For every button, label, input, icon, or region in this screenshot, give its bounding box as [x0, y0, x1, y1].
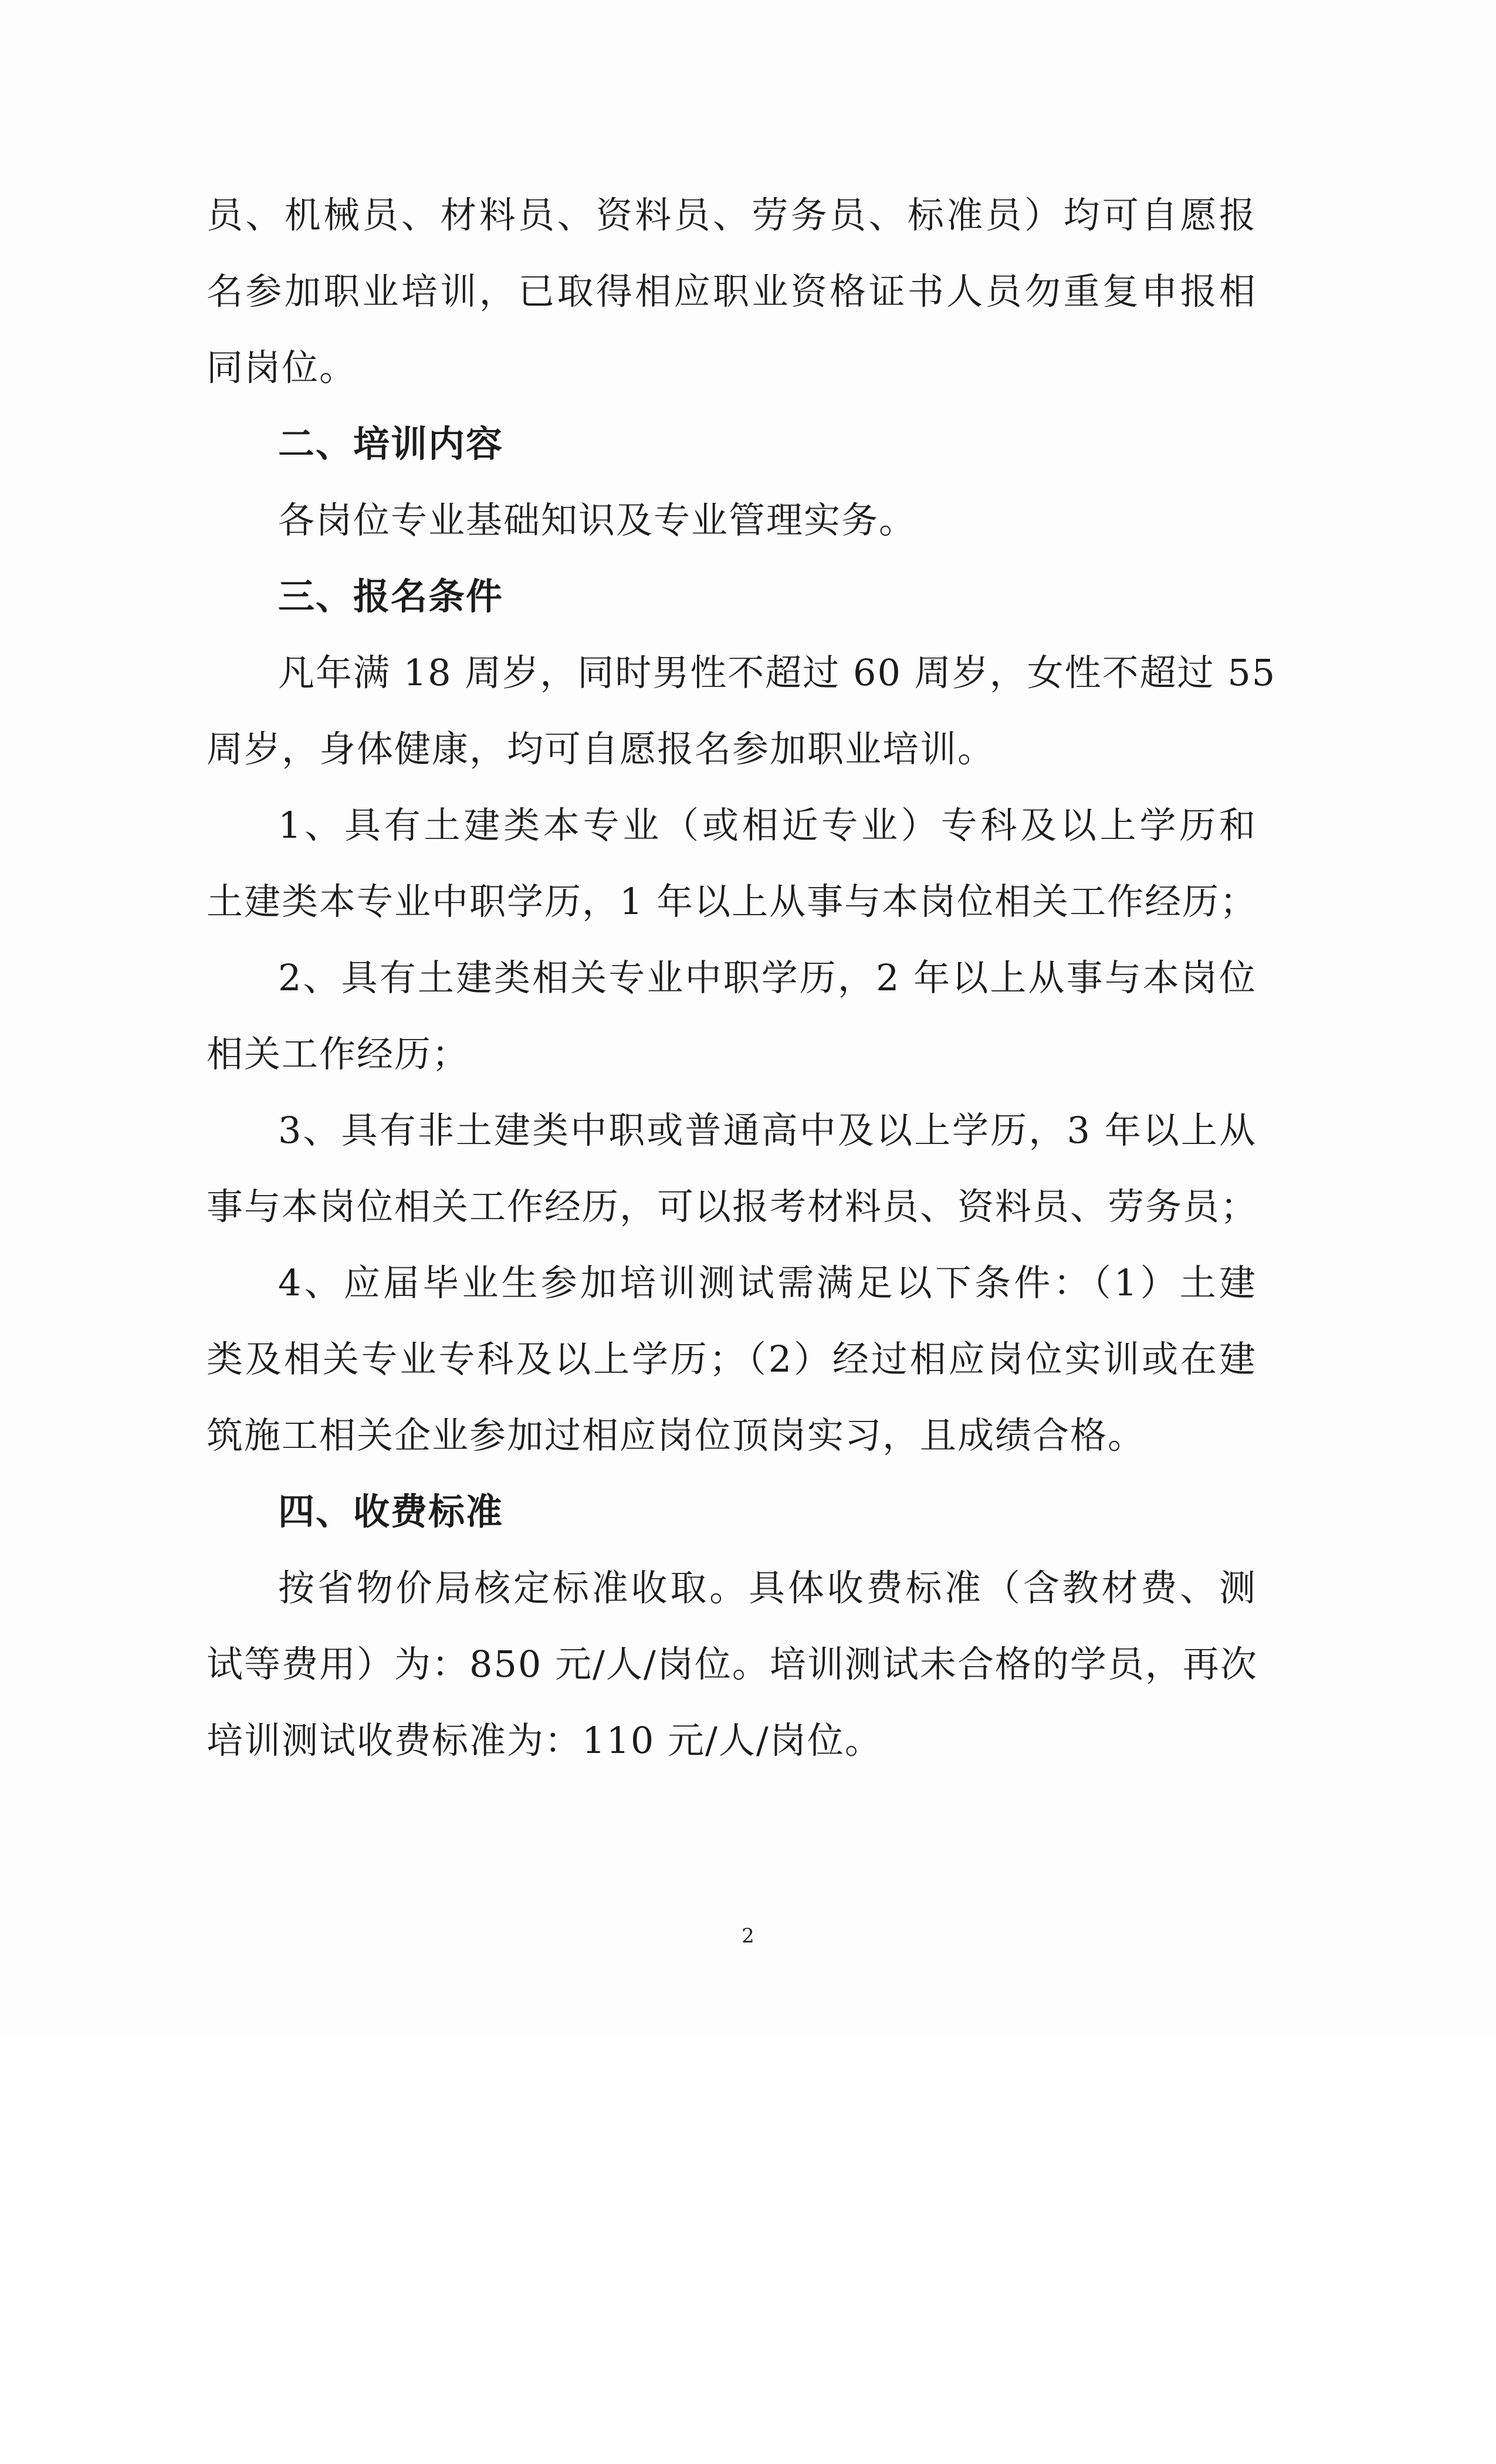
document-body — [207, 177, 1277, 1779]
paragraph-line: 按省物价局核定标准收取。具体收费标准（含教材费、测 — [278, 1566, 1257, 1609]
paragraph-line: 周岁，身体健康，均可自愿报名参加职业培训。 — [207, 727, 996, 770]
paragraph-line: 各岗位专业基础知识及专业管理实务。 — [278, 499, 917, 541]
paragraph-line: 凡年满 18 周岁，同时男性不超过 60 周岁，女性不超过 55 — [278, 651, 1277, 694]
blank-area — [0, 2036, 1496, 2464]
paragraph-line: 事与本岗位相关工作经历，可以报考材料员、资料员、劳务员； — [207, 1185, 1258, 1228]
section-heading-fee-standard: 四、收费标准 — [278, 1490, 504, 1533]
paragraph-line: 类及相关专业专科及以上学历；（2）经过相应岗位实训或在建 — [207, 1338, 1257, 1380]
paragraph-line: 土建类本专业中职学历，1 年以上从事与本岗位相关工作经历； — [207, 880, 1258, 923]
section-heading-training-content: 二、培训内容 — [278, 422, 504, 465]
paragraph-line: 4、应届毕业生参加培训测试需满足以下条件：（1）土建 — [278, 1261, 1257, 1304]
paragraph-line: 2、具有土建类相关专业中职学历，2 年以上从事与本岗位 — [278, 956, 1257, 999]
paragraph-line: 培训测试收费标准为：110 元/人/岗位。 — [207, 1719, 882, 1762]
paragraph-line: 名参加职业培训，已取得相应职业资格证书人员勿重复申报相 — [207, 270, 1257, 313]
paragraph-line: 筑施工相关企业参加过相应岗位顶岗实习，且成绩合格。 — [207, 1414, 1146, 1457]
paragraph-line: 同岗位。 — [207, 346, 357, 389]
page-number: 2 — [742, 1924, 754, 1948]
paragraph-line: 3、具有非土建类中职或普通高中及以上学历，3 年以上从 — [278, 1109, 1257, 1152]
paragraph-line: 1、具有土建类本专业（或相近专业）专科及以上学历和 — [278, 804, 1257, 847]
paragraph-line: 相关工作经历； — [207, 1033, 470, 1075]
paragraph-line: 试等费用）为：850 元/人/岗位。培训测试未合格的学员，再次 — [207, 1643, 1258, 1685]
section-heading-registration-conditions: 三、报名条件 — [278, 575, 504, 618]
paragraph-line: 员、机械员、材料员、资料员、劳务员、标准员）均可自愿报 — [207, 194, 1257, 236]
